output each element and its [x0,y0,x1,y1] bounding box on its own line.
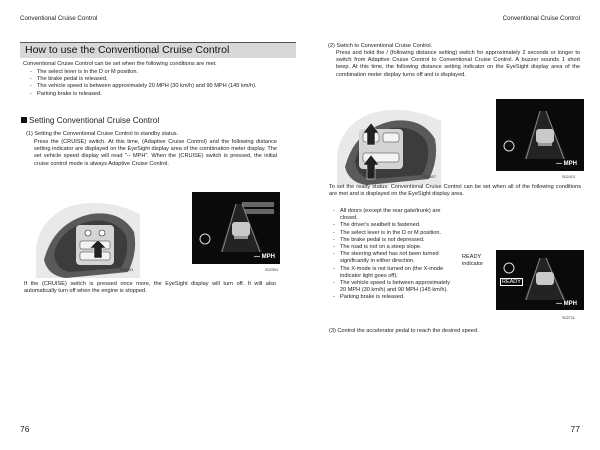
list-item: - The select lever is in the D or M position. [331,230,457,237]
figure-code: S02711 [562,316,575,320]
list-item: - The vehicle speed is between approximately 20 MPH (30 km/h) and 90 MPH (145 km/h). [28,83,278,90]
square-bullet-icon [21,117,27,123]
ready-intro: To set the ready status: Conventional Cruise Control can be set when all of the following conditions are met and is displayed on the EyeSight display area. [329,184,581,198]
list-item: - The select lever is in the D or M position. [28,69,278,76]
speed-readout: — MPH [556,301,577,307]
steering-switch-figure [36,192,140,278]
list-item: - The driver's seatbelt is fastened. [331,222,457,229]
figure-code: S02607 [423,175,437,179]
page-title: How to use the Conventional Cruise Control [25,44,230,56]
list-item: - The road is not on a steep slope. [331,244,457,251]
cruise-icon [504,263,514,273]
speed-readout: — MPH [254,254,275,260]
cruise-icon [200,234,210,244]
step3-text: (3) Control the accelerator pedal to reach the desired speed. [329,328,479,334]
intro-text: Conventional Cruise Control can be set when the following conditions are met. [23,61,217,67]
page-number-left: 76 [20,424,30,434]
step2-title: (2) Switch to Conventional Cruise Control. [328,43,433,49]
steering-switch-figure-2 [337,99,441,185]
section-heading-text: Setting Conventional Cruise Control [29,116,160,125]
list-item: - The X-mode is not turned on (the X-mode indicator light goes off). [331,266,457,280]
eyesight-display [192,192,280,264]
header-left: Conventional Cruise Control [20,15,98,22]
eyesight-display-ready [496,250,584,310]
step1-body: Press the (CRUISE) switch. At this time, (Adaptive Cruise Control) and the following distance setting indicator are displayed on the EyeSight display area of the combination meter display. The set vehicle speed display will read "-- MPH". When the (CRUISE) switch is pressed, the initial cruise control mode is always Adaptive Cruise Control. [34,139,277,167]
step1-title: (1) Setting the Conventional Cruise Control to standby status. [26,131,179,137]
page-number-right: 77 [570,424,580,434]
list-item: - The vehicle speed is between approximately 20 MPH (30 km/h) and 90 MPH (145 km/h). [331,280,457,294]
section-heading [21,116,159,125]
ready-indicator-label: READY indicator [462,254,484,268]
header-right: Conventional Cruise Control [502,15,580,22]
figure-code: S02393 [120,268,134,272]
speed-readout: — MPH [556,161,577,167]
list-item: - All doors (except the rear gate/trunk) are closed. [331,208,457,222]
page-title-box [20,42,296,58]
cruise-icon [504,141,514,151]
list-item: - The brake pedal is not depressed. [331,237,457,244]
note-text: If the (CRUISE) switch is pressed once more, the EyeSight display will turn off. It will also automatically turn off when the engine is stopped. [24,281,276,295]
eyesight-display-2 [496,99,584,171]
list-item: - The steering wheel has not been turned significantly in either direction. [331,251,457,265]
ready-conditions-list [331,208,457,302]
list-item: - Parking brake is released. [28,91,278,98]
step2-body: Press and hold the / (following distance setting) switch for approximately 2 seconds or longer to switch from Adaptive Cruise Control to Conventional Cruise Control. A buzzer sounds 1 short beep. At this time, the following distance setting indicator on the EyeSight display area of the combination meter display turns off and is displayed. [336,50,580,78]
conditions-list [28,69,278,98]
list-item: - The brake pedal is released. [28,76,278,83]
figure-code: S02413 [562,175,576,179]
ready-badge: READY [502,279,521,285]
figure-code: S02391 [265,268,279,272]
list-item: - Parking brake is released. [331,294,457,301]
